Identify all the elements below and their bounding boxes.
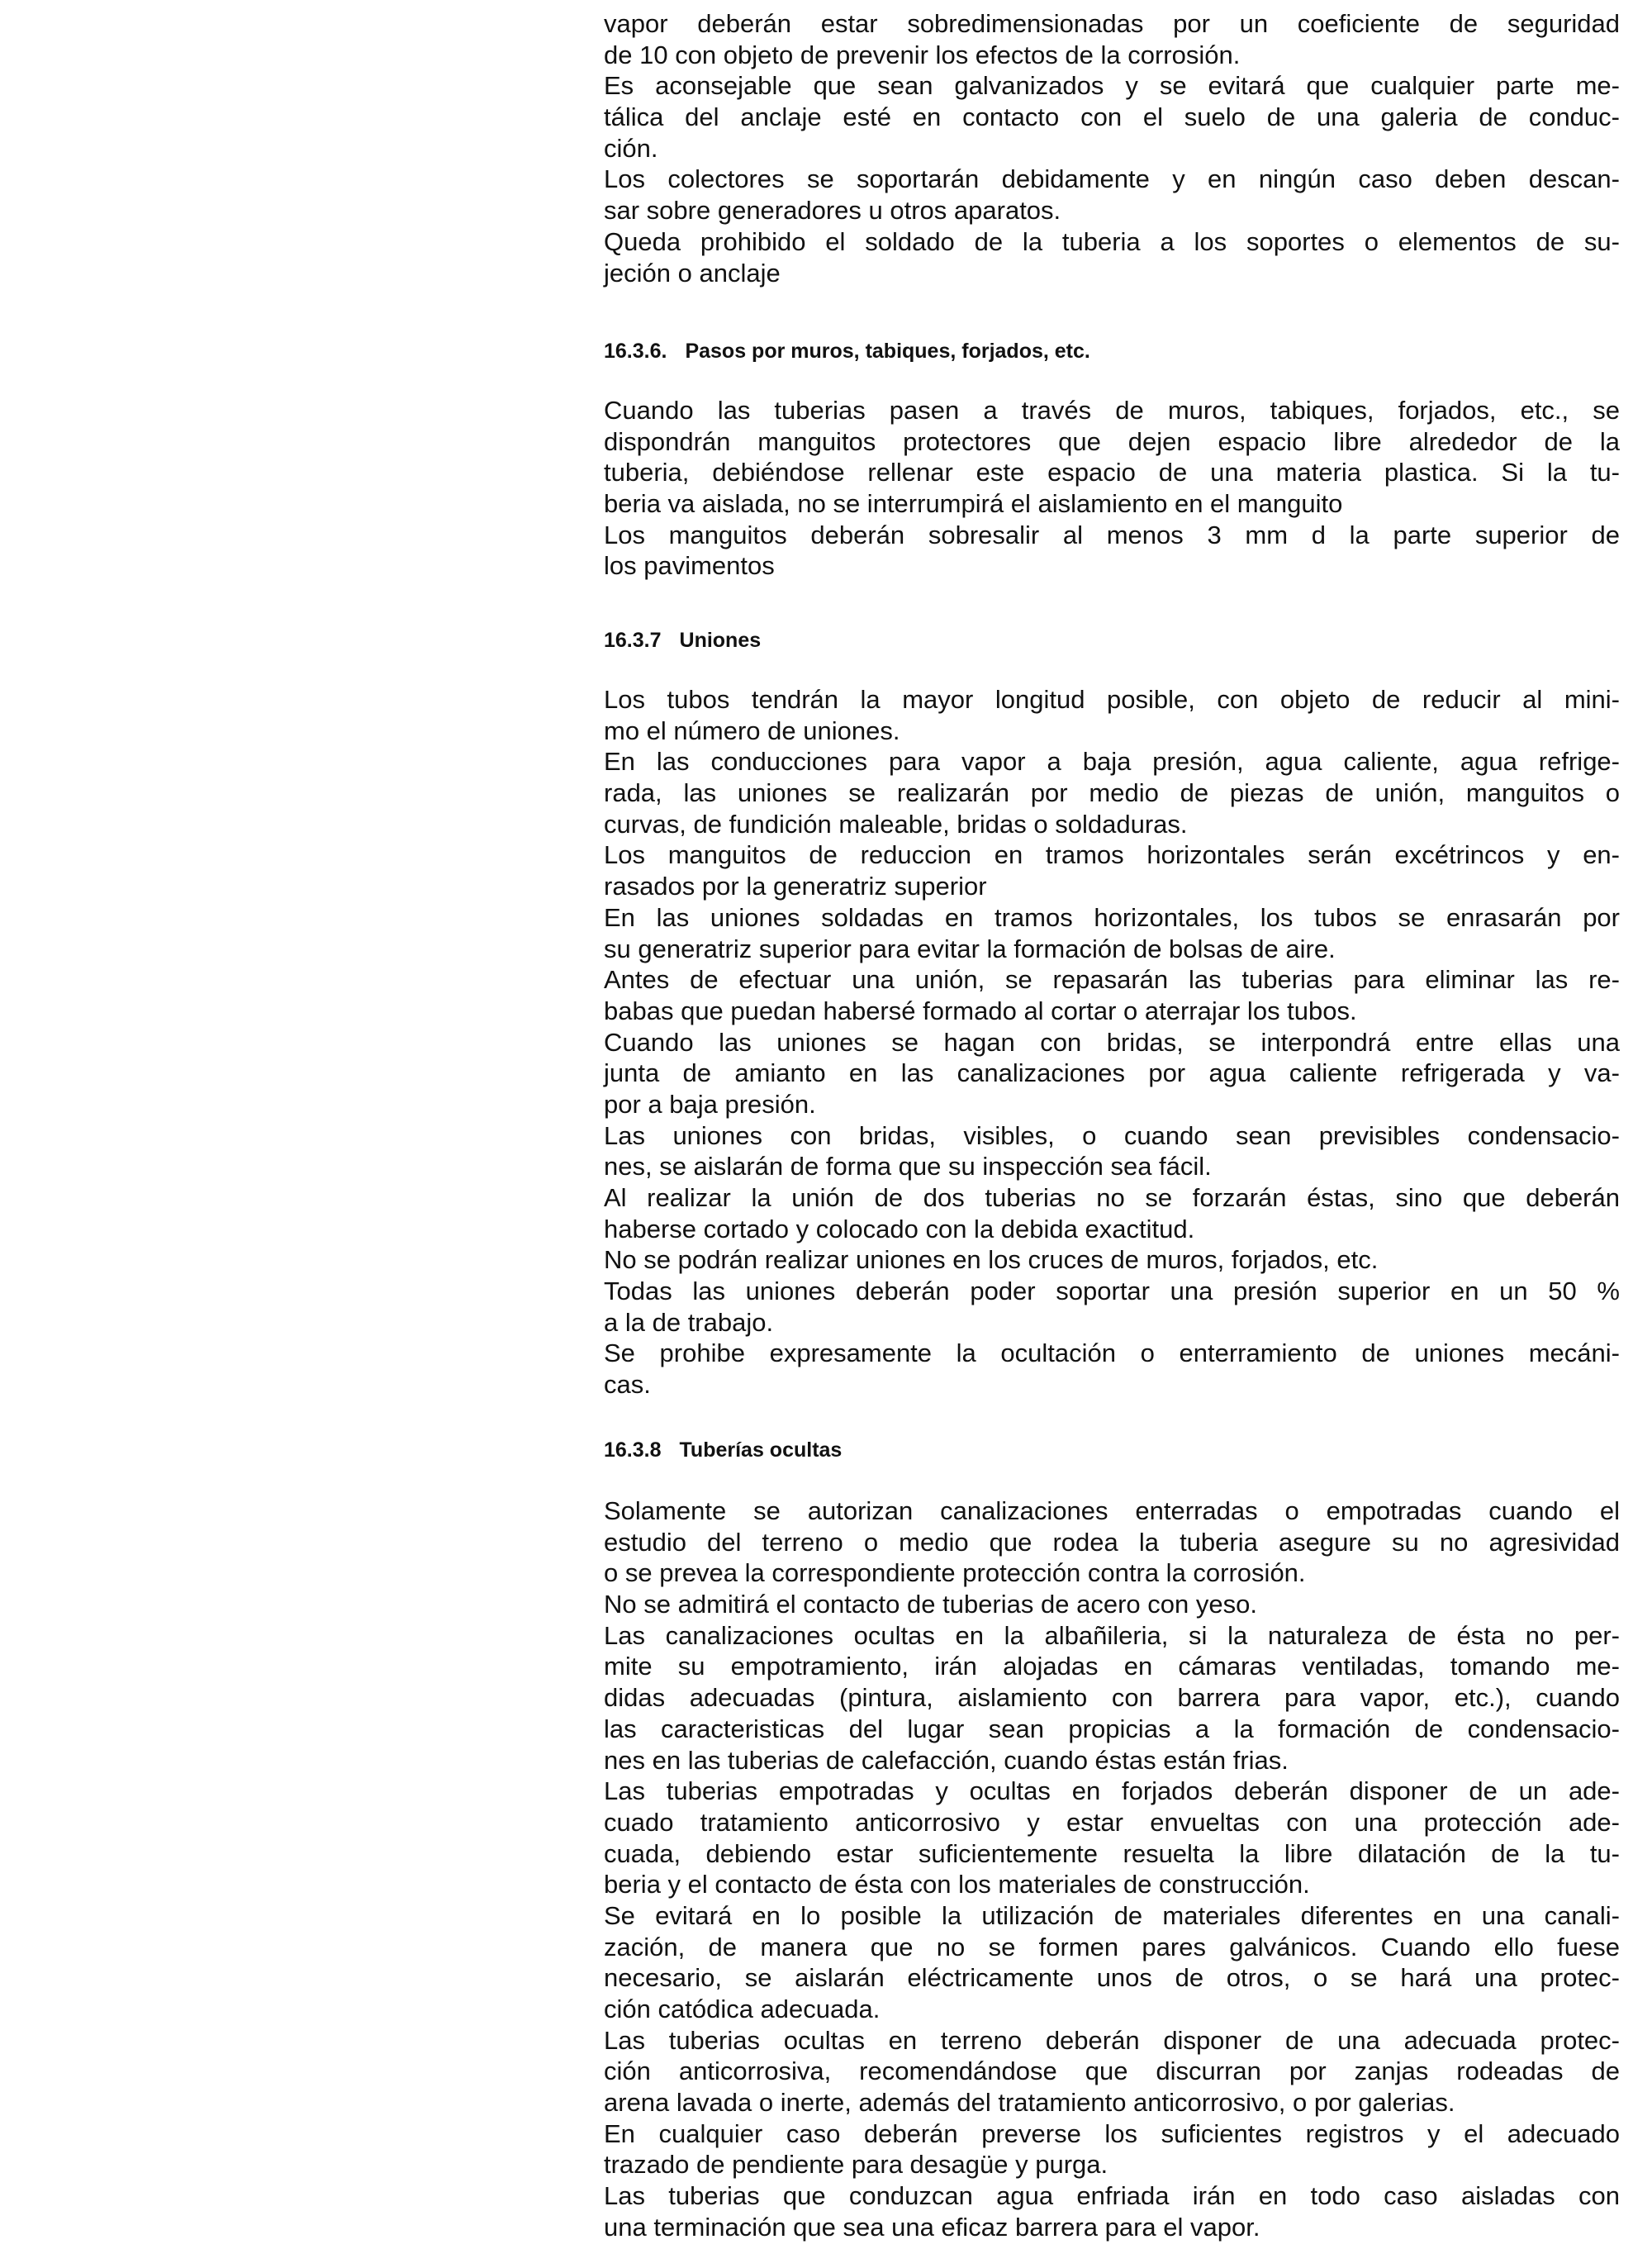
text-line: ción. [604, 133, 658, 163]
paragraph [604, 964, 1620, 1026]
text-line: mite su empotramiento, irán alojadas en cámaras ventiladas, tomando me- [604, 1652, 1620, 1681]
text-line: jeción o anclaje [604, 258, 781, 288]
text-line: Solamente se autorizan canalizaciones enterradas o empotradas cuando el [604, 1496, 1620, 1525]
text-line: curvas, de fundición maleable, bridas o soldaduras. [604, 809, 1188, 839]
text-line: En las conducciones para vapor a baja presión, agua caliente, agua refrige- [604, 747, 1620, 777]
text-line: Al realizar la unión de dos tuberias no se forzarán éstas, sino que deberán [604, 1183, 1620, 1212]
text-line: Todas las uniones deberán poder soportar una presión superior en un 50 % [604, 1277, 1620, 1306]
text-line: didas adecuadas (pintura, aislamiento con barrera para vapor, etc.), cuando [604, 1683, 1620, 1713]
paragraph [604, 2025, 1620, 2118]
text-line: Cuando las tuberias pasen a través de muros, tabiques, forjados, etc., se [604, 396, 1620, 425]
text-line: por a baja presión. [604, 1089, 816, 1119]
section-number: 16.3.7 [604, 629, 662, 652]
text-line: su generatriz superior para evitar la formación de bolsas de aire. [604, 934, 1336, 963]
paragraph [604, 2118, 1620, 2180]
text-line: de 10 con objeto de prevenir los efectos de la corrosión. [604, 40, 1241, 69]
text-line: Las tuberias ocultas en terreno deberán disponer de una adecuada protec- [604, 2025, 1620, 2055]
text-line: necesario, se aislarán eléctricamente unos de otros, o se hará una protec- [604, 1963, 1620, 1993]
text-line: Antes de efectuar una unión, se repasarán las tuberias para eliminar las re- [604, 965, 1620, 995]
section-heading-16-3-8 [604, 1436, 1620, 1464]
text-line: En las uniones soldadas en tramos horizontales, los tubos se enrasarán por [604, 902, 1620, 932]
text-line: los pavimentos [604, 551, 775, 581]
paragraph [604, 8, 1620, 70]
text-line: No se podrán realizar uniones en los cruces de muros, forjados, etc. [604, 1245, 1379, 1275]
text-line: babas que puedan habersé formado al cortar o aterrajar los tubos. [604, 996, 1357, 1025]
paragraph [604, 684, 1620, 746]
text-line: dispondrán manguitos protectores que dejen espacio libre alrededor de la [604, 426, 1620, 456]
paragraph [604, 164, 1620, 226]
section-title: Pasos por muros, tabiques, forjados, etc. [685, 340, 1090, 363]
paragraph [604, 1244, 1620, 1276]
text-line: las caracteristicas del lugar sean propicias a la formación de condensacio- [604, 1714, 1620, 1743]
text-line: estudio del terreno o medio que rodea la tuberia asegure su no agresividad [604, 1527, 1620, 1557]
text-line: Se prohibe expresamente la ocultación o enterramiento de uniones mecáni- [604, 1338, 1620, 1368]
paragraph [604, 1120, 1620, 1182]
text-line: Cuando las uniones se hagan con bridas, se interpondrá entre ellas una [604, 1027, 1620, 1057]
text-line: cas. [604, 1370, 651, 1400]
text-line: zación, de manera que no se formen pares galvánicos. Cuando ello fuese [604, 1932, 1620, 1961]
text-line: junta de amianto en las canalizaciones por agua caliente refrigerada y va- [604, 1058, 1620, 1088]
section-body [604, 395, 1620, 582]
paragraph [604, 1589, 1620, 1620]
text-line: arena lavada o inerte, además del tratamiento anticorrosivo, o por galerias. [604, 2088, 1455, 2118]
text-line: Las canalizaciones ocultas en la albañileria, si la naturaleza de ésta no per- [604, 1620, 1620, 1650]
section-number: 16.3.8 [604, 1438, 662, 1462]
text-line: nes en las tuberias de calefacción, cuando éstas están frias. [604, 1745, 1289, 1775]
text-line: Las tuberias empotradas y ocultas en forjados deberán disponer de un ade- [604, 1776, 1620, 1806]
paragraph [604, 746, 1620, 839]
paragraph [604, 1620, 1620, 1776]
text-line: rasados por la generatriz superior [604, 872, 987, 901]
text-line: haberse cortado y colocado con la debida exactitud. [604, 1214, 1195, 1243]
paragraph [604, 70, 1620, 164]
text-line: Se evitará en lo posible la utilización de materiales diferentes en una canali- [604, 1900, 1620, 1930]
section-heading-16-3-7 [604, 626, 1620, 654]
paragraph [604, 2180, 1620, 2242]
text-line: Los manguitos de reduccion en tramos horizontales serán excétrincos y en- [604, 840, 1620, 870]
text-line: una terminación que sea una eficaz barrera para el vapor. [604, 2212, 1260, 2242]
text-line: sar sobre generadores u otros aparatos. [604, 196, 1061, 226]
text-line: En cualquier caso deberán preverse los suficientes registros y el adecuado [604, 2118, 1620, 2148]
text-line: Los colectores se soportarán debidamente y en ningún caso deben descan- [604, 164, 1620, 194]
text-line: Los tubos tendrán la mayor longitud posible, con objeto de reducir al mini- [604, 685, 1620, 714]
text-line: Queda prohibido el soldado de la tuberia a los soportes o elementos de su- [604, 226, 1620, 256]
paragraph [604, 902, 1620, 964]
section-body [604, 8, 1620, 288]
text-line: tuberia, debiéndose rellenar este espacio de una materia plastica. Si la tu- [604, 458, 1620, 487]
text-line: Es aconsejable que sean galvanizados y se evitará que cualquier parte me- [604, 71, 1620, 101]
text-line: mo el número de uniones. [604, 716, 900, 745]
text-line: tálica del anclaje esté en contacto con el suelo de una galeria de conduc- [604, 102, 1620, 132]
text-line: ción catódica adecuada. [604, 1995, 881, 2023]
paragraph [604, 1276, 1620, 1338]
paragraph [604, 1338, 1620, 1400]
text-line: ción anticorrosiva, recomendándose que discurran por zanjas rodeadas de [604, 2056, 1620, 2086]
paragraph [604, 1900, 1620, 2025]
section-title: Tuberías ocultas [679, 1438, 843, 1462]
section-heading-16-3-6 [604, 337, 1620, 365]
section-body [604, 684, 1620, 1400]
text-line: No se admitirá el contacto de tuberias de acero con yeso. [604, 1590, 1257, 1619]
text-line: trazado de pendiente para desagüe y purga. [604, 2150, 1108, 2180]
text-line: cuada, debiendo estar suficientemente resuelta la libre dilatación de la tu- [604, 1838, 1620, 1868]
text-line: beria y el contacto de ésta con los materiales de construcción. [604, 1870, 1310, 1900]
section-body [604, 1495, 1620, 2243]
paragraph [604, 1776, 1620, 1900]
text-line: nes, se aislarán de forma que su inspección sea fácil. [604, 1152, 1212, 1182]
paragraph [604, 1027, 1620, 1120]
text-line: beria va aislada, no se interrumpirá el aislamiento en el manguito [604, 489, 1343, 519]
paragraph [604, 1495, 1620, 1589]
paragraph [604, 1182, 1620, 1244]
text-line: vapor deberán estar sobredimensionadas por un coeficiente de seguridad [604, 9, 1620, 38]
section-title: Uniones [679, 629, 762, 652]
section-number: 16.3.6. [604, 340, 667, 363]
text-line: o se prevea la correspondiente protección contra la corrosión. [604, 1558, 1306, 1588]
paragraph [604, 839, 1620, 901]
text-line: rada, las uniones se realizarán por medio de piezas de unión, manguitos o [604, 778, 1620, 808]
paragraph [604, 395, 1620, 520]
paragraph [604, 226, 1620, 288]
text-line: Las tuberias que conduzcan agua enfriada irán en todo caso aisladas con [604, 2181, 1620, 2211]
text-line: a la de trabajo. [604, 1307, 774, 1337]
paragraph [604, 520, 1620, 582]
text-line: Las uniones con bridas, visibles, o cuando sean previsibles condensacio- [604, 1120, 1620, 1150]
text-line: cuado tratamiento anticorrosivo y estar envueltas con una protección ade- [604, 1807, 1620, 1837]
text-line: Los manguitos deberán sobresalir al menos 3 mm d la parte superior de [604, 520, 1620, 549]
